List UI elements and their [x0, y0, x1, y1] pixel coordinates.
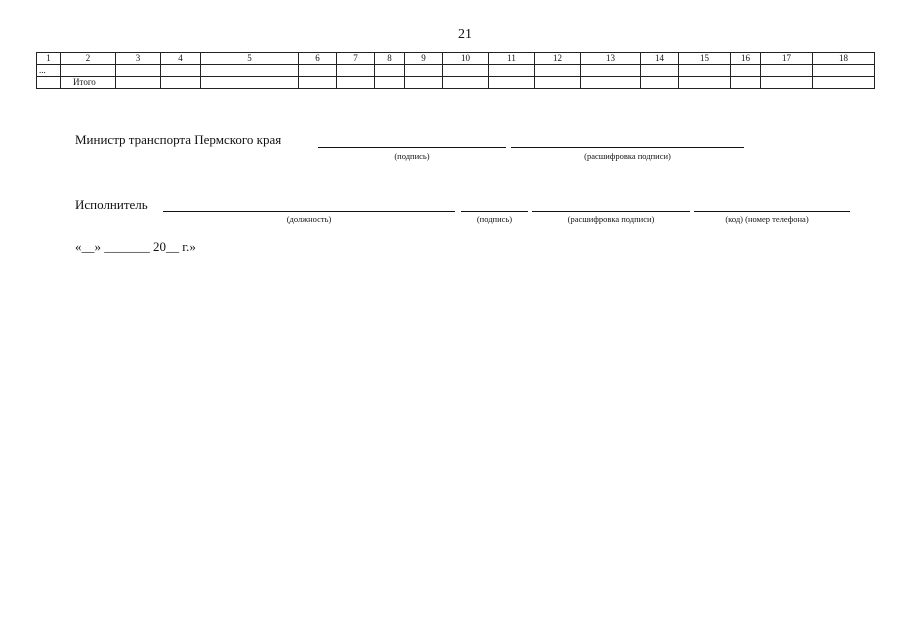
executor-signature-caption: (подпись) — [476, 214, 513, 224]
table-cell — [731, 65, 761, 77]
executor-phone-caption: (код) (номер телефона) — [725, 214, 809, 224]
column-header: 16 — [731, 53, 761, 65]
table-cell — [581, 77, 641, 89]
executor-position-caption: (должность) — [286, 214, 332, 224]
executor-label: Исполнитель — [75, 197, 148, 212]
table-cell — [201, 65, 299, 77]
table-cell — [405, 65, 443, 77]
table-cell — [37, 77, 61, 89]
minister-label: Министр транспорта Пермского края — [75, 132, 282, 147]
column-header: 10 — [443, 53, 489, 65]
table-cell — [641, 65, 679, 77]
table-cell — [61, 65, 116, 77]
table-cell — [375, 77, 405, 89]
column-header: 5 — [201, 53, 299, 65]
table-cell — [813, 77, 875, 89]
column-header: 9 — [405, 53, 443, 65]
table-cell — [489, 77, 535, 89]
table-cell — [641, 77, 679, 89]
executor-phone-line — [694, 211, 850, 212]
table-cell — [116, 77, 161, 89]
executor-decryption-caption: (расшифровка подписи) — [567, 214, 655, 224]
table-cell — [535, 77, 581, 89]
minister-signature-caption: (подпись) — [394, 151, 430, 161]
column-header: 7 — [337, 53, 375, 65]
minister-decryption-line — [511, 147, 744, 148]
table-cell — [337, 77, 375, 89]
ellipsis-cell: ... — [37, 65, 61, 77]
column-header: 8 — [375, 53, 405, 65]
executor-position-line — [163, 211, 455, 212]
column-header: 6 — [299, 53, 337, 65]
minister-decryption-caption: (расшифровка подписи) — [584, 151, 671, 161]
minister-signature-line — [318, 147, 506, 148]
column-header: 18 — [813, 53, 875, 65]
executor-decryption-line — [532, 211, 690, 212]
column-header: 2 — [61, 53, 116, 65]
table-cell — [679, 65, 731, 77]
table-cell — [116, 65, 161, 77]
date-line: «__» _______ 20__ г.» — [75, 239, 196, 254]
table-cell — [161, 77, 201, 89]
column-header: 14 — [641, 53, 679, 65]
column-header: 15 — [679, 53, 731, 65]
table-cell — [299, 77, 337, 89]
table-cell — [761, 65, 813, 77]
table-cell — [405, 77, 443, 89]
table-cell — [443, 65, 489, 77]
table-cell — [489, 65, 535, 77]
table-cell — [761, 77, 813, 89]
table-cell — [299, 65, 337, 77]
table-cell — [535, 65, 581, 77]
column-header: 4 — [161, 53, 201, 65]
table-header-row — [37, 53, 875, 65]
table-cell — [679, 77, 731, 89]
table-cell — [731, 77, 761, 89]
column-header: 13 — [581, 53, 641, 65]
table-cell — [201, 77, 299, 89]
column-header: 1 — [37, 53, 61, 65]
column-header: 12 — [535, 53, 581, 65]
table-cell — [581, 65, 641, 77]
column-header: 17 — [761, 53, 813, 65]
table-row-total — [37, 77, 875, 89]
table-cell — [813, 65, 875, 77]
table-row-ellipsis — [37, 65, 875, 77]
column-header: 3 — [116, 53, 161, 65]
table-cell — [375, 65, 405, 77]
column-header: 11 — [489, 53, 535, 65]
executor-signature-line — [461, 211, 528, 212]
data-table — [36, 52, 875, 89]
table-cell — [161, 65, 201, 77]
page-number: 21 — [458, 27, 472, 42]
total-label: Итого — [61, 77, 116, 89]
table-cell — [337, 65, 375, 77]
table-cell — [443, 77, 489, 89]
